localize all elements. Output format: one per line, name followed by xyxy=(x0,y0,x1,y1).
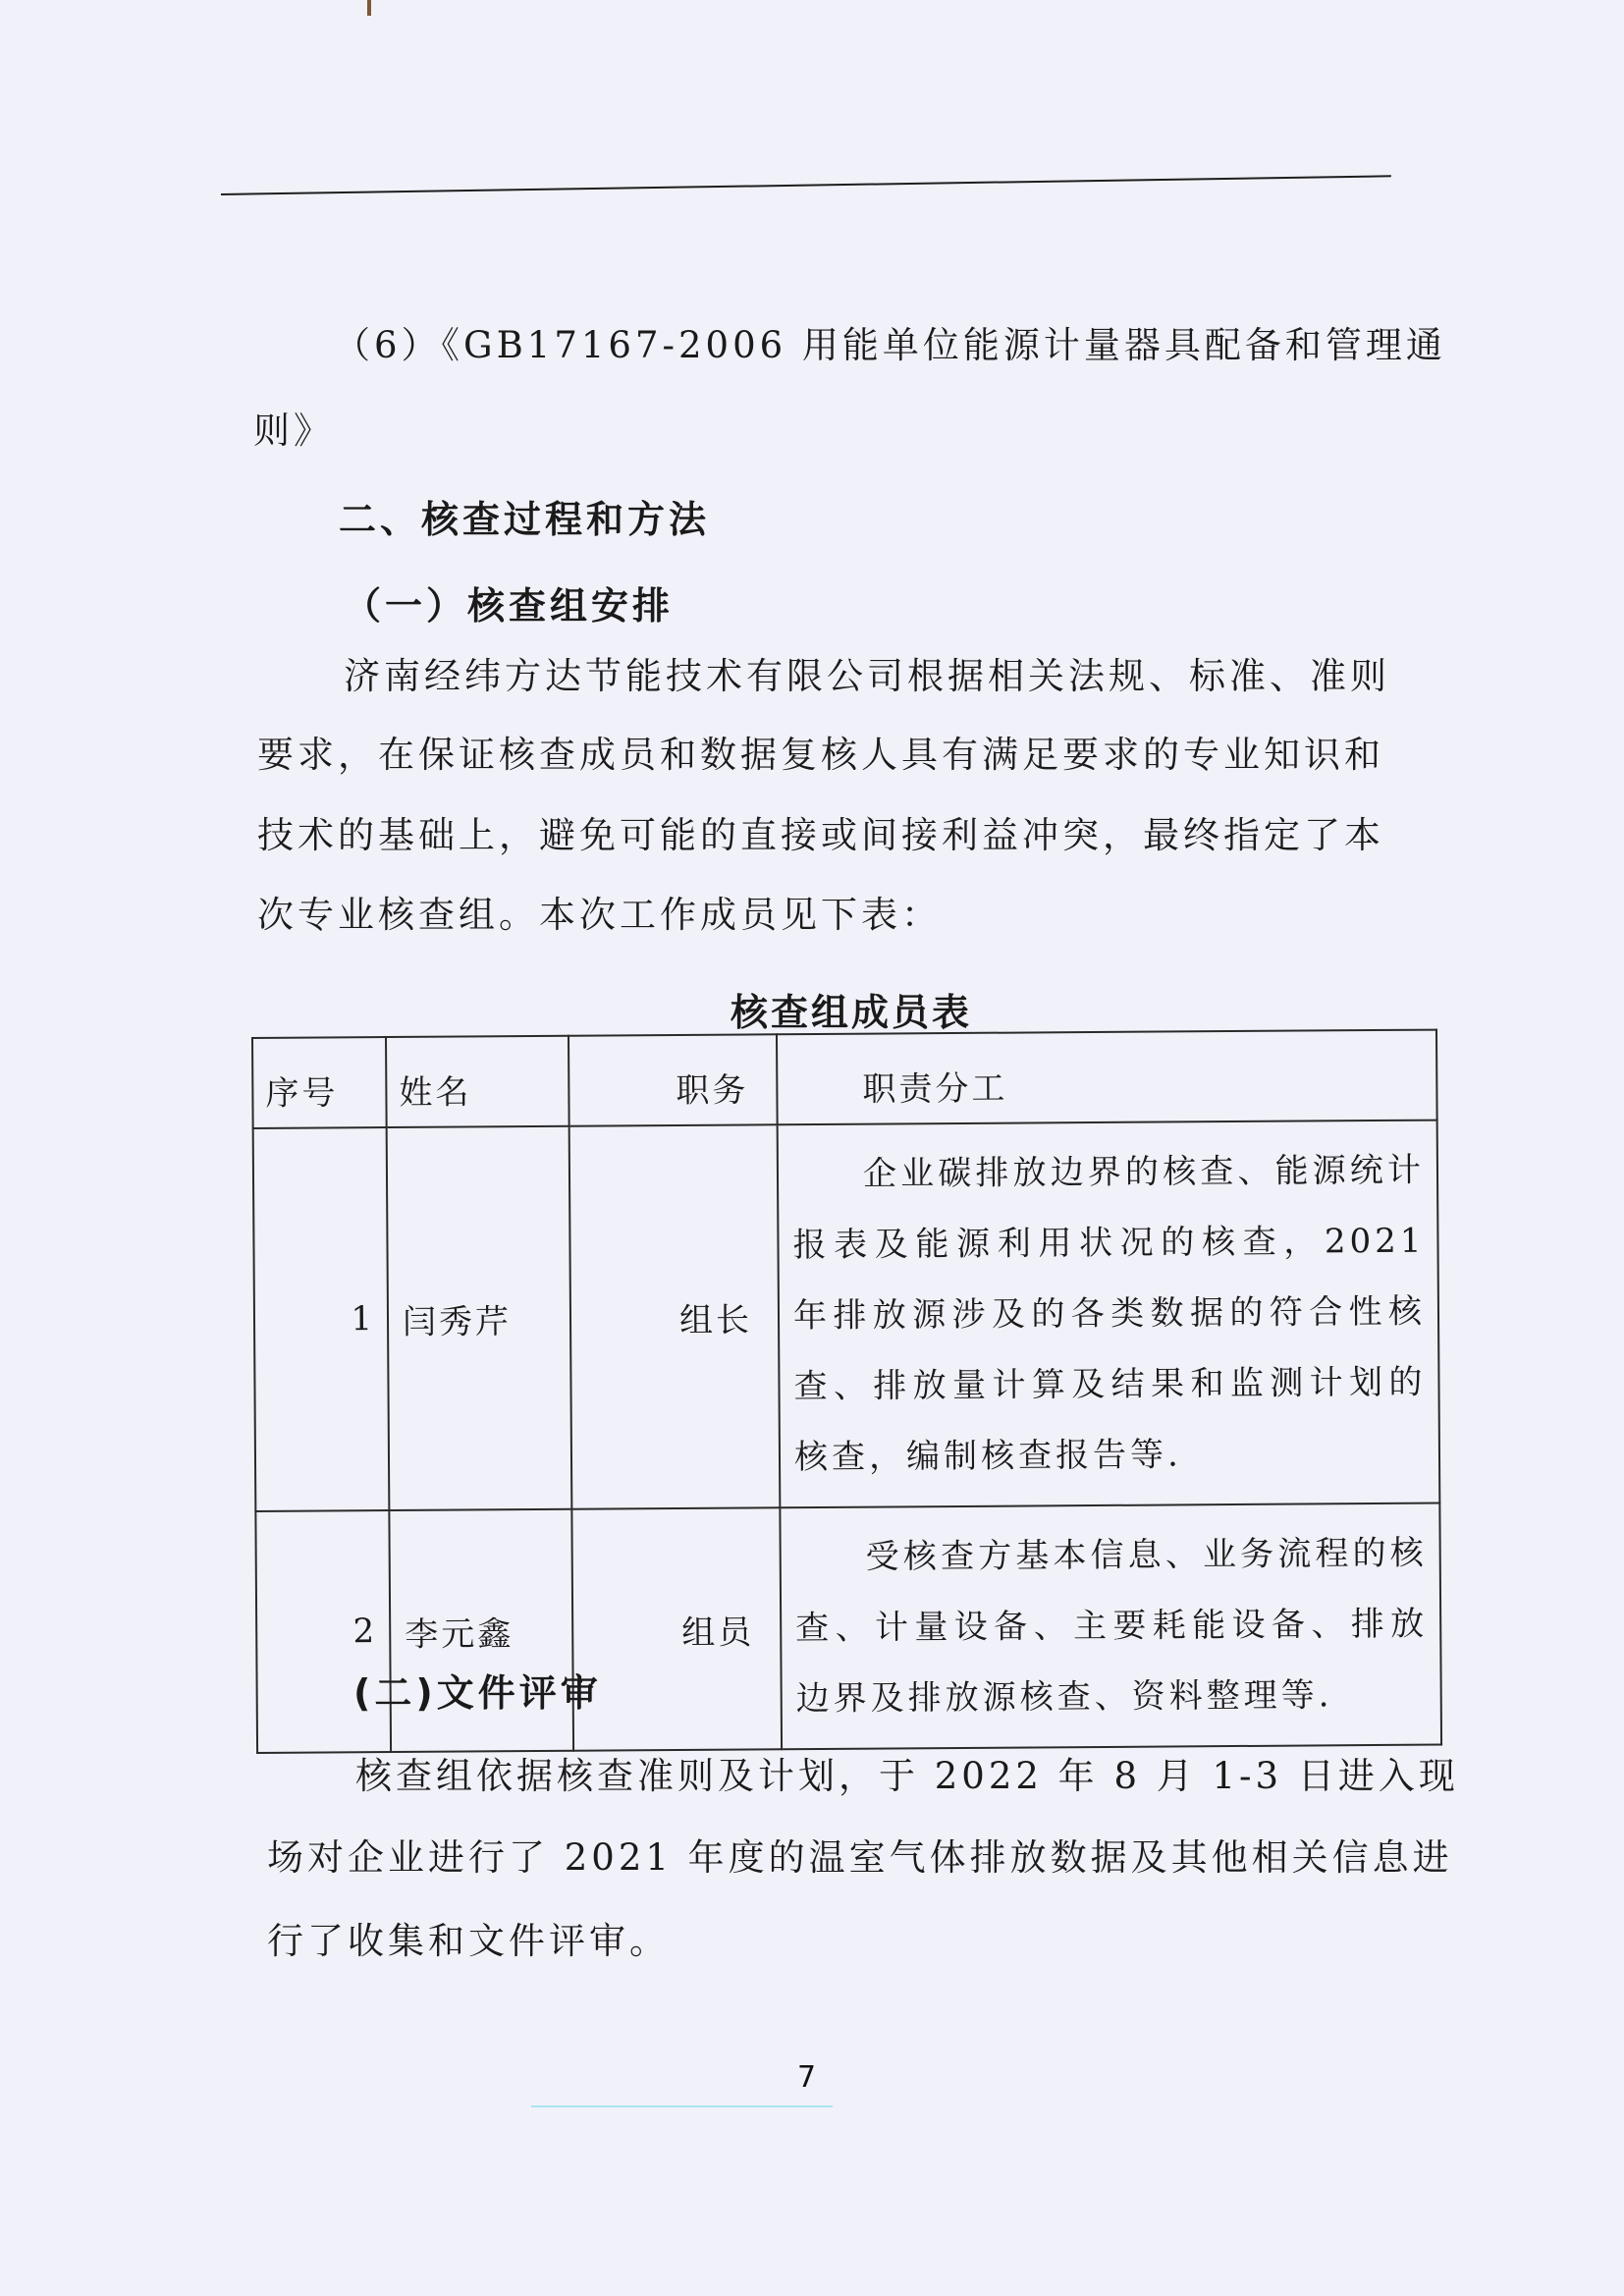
paragraph-1-line-2: 要求，在保证核查成员和数据复核人具有满足要求的专业知识和 xyxy=(257,734,1384,776)
reference-6-line-2: 则》 xyxy=(253,410,334,452)
cell-no: 1 xyxy=(253,1127,390,1511)
page-number: 7 xyxy=(797,2060,817,2095)
footer-rule xyxy=(531,2105,833,2107)
cell-name: 李元鑫 xyxy=(389,1509,573,1752)
paragraph-2-line-1: 核查组依据核查准则及计划，于 2022 年 8 月 1-3 日进入现 xyxy=(355,1755,1459,1797)
header-role: 职务 xyxy=(568,1034,778,1125)
cell-duty: 受核查方基本信息、业务流程的核查、计量设备、主要耗能设备、排放边界及排放源核查、资料整理等. xyxy=(780,1503,1441,1750)
subsection-2-heading: (二)文件评审 xyxy=(353,1671,602,1715)
table-header-row xyxy=(252,1030,1437,1128)
table-title: 核查组成员表 xyxy=(730,991,972,1034)
member-table xyxy=(251,1029,1442,1754)
paragraph-1-line-1: 济南经纬方达节能技术有限公司根据相关法规、标准、准则 xyxy=(344,655,1390,697)
cell-duty: 企业碳排放边界的核查、能源统计报表及能源利用状况的核查，2021 年排放源涉及的各类数据的符合性核查、排放量计算及结果和监测计划的核查，编制核查报告等. xyxy=(778,1121,1440,1508)
cell-name: 闫秀芹 xyxy=(387,1126,572,1510)
binding-mark xyxy=(367,0,371,16)
cell-role: 组长 xyxy=(569,1124,781,1508)
header-duty: 职责分工 xyxy=(777,1030,1437,1125)
subsection-1-heading: （一）核查组安排 xyxy=(344,584,675,628)
header-name: 姓名 xyxy=(386,1036,569,1127)
cell-no: 2 xyxy=(255,1510,391,1753)
paragraph-1-line-3: 技术的基础上，避免可能的直接或间接利益冲突，最终指定了本 xyxy=(257,814,1384,856)
header-no: 序号 xyxy=(252,1037,387,1128)
reference-6-line-1: （6）《GB17167-2006 用能单位能源计量器具配备和管理通 xyxy=(334,324,1446,366)
table-row xyxy=(253,1121,1440,1511)
header-rule xyxy=(221,175,1391,195)
paragraph-2-line-3: 行了收集和文件评审。 xyxy=(267,1920,670,1962)
section-2-heading: 二、核查过程和方法 xyxy=(339,498,711,541)
table-row xyxy=(255,1503,1441,1753)
paragraph-1-line-4: 次专业核查组。本次工作成员见下表： xyxy=(257,894,942,936)
cell-role: 组员 xyxy=(571,1507,782,1750)
paragraph-2-line-2: 场对企业进行了 2021 年度的温室气体排放数据及其他相关信息进 xyxy=(267,1836,1453,1879)
